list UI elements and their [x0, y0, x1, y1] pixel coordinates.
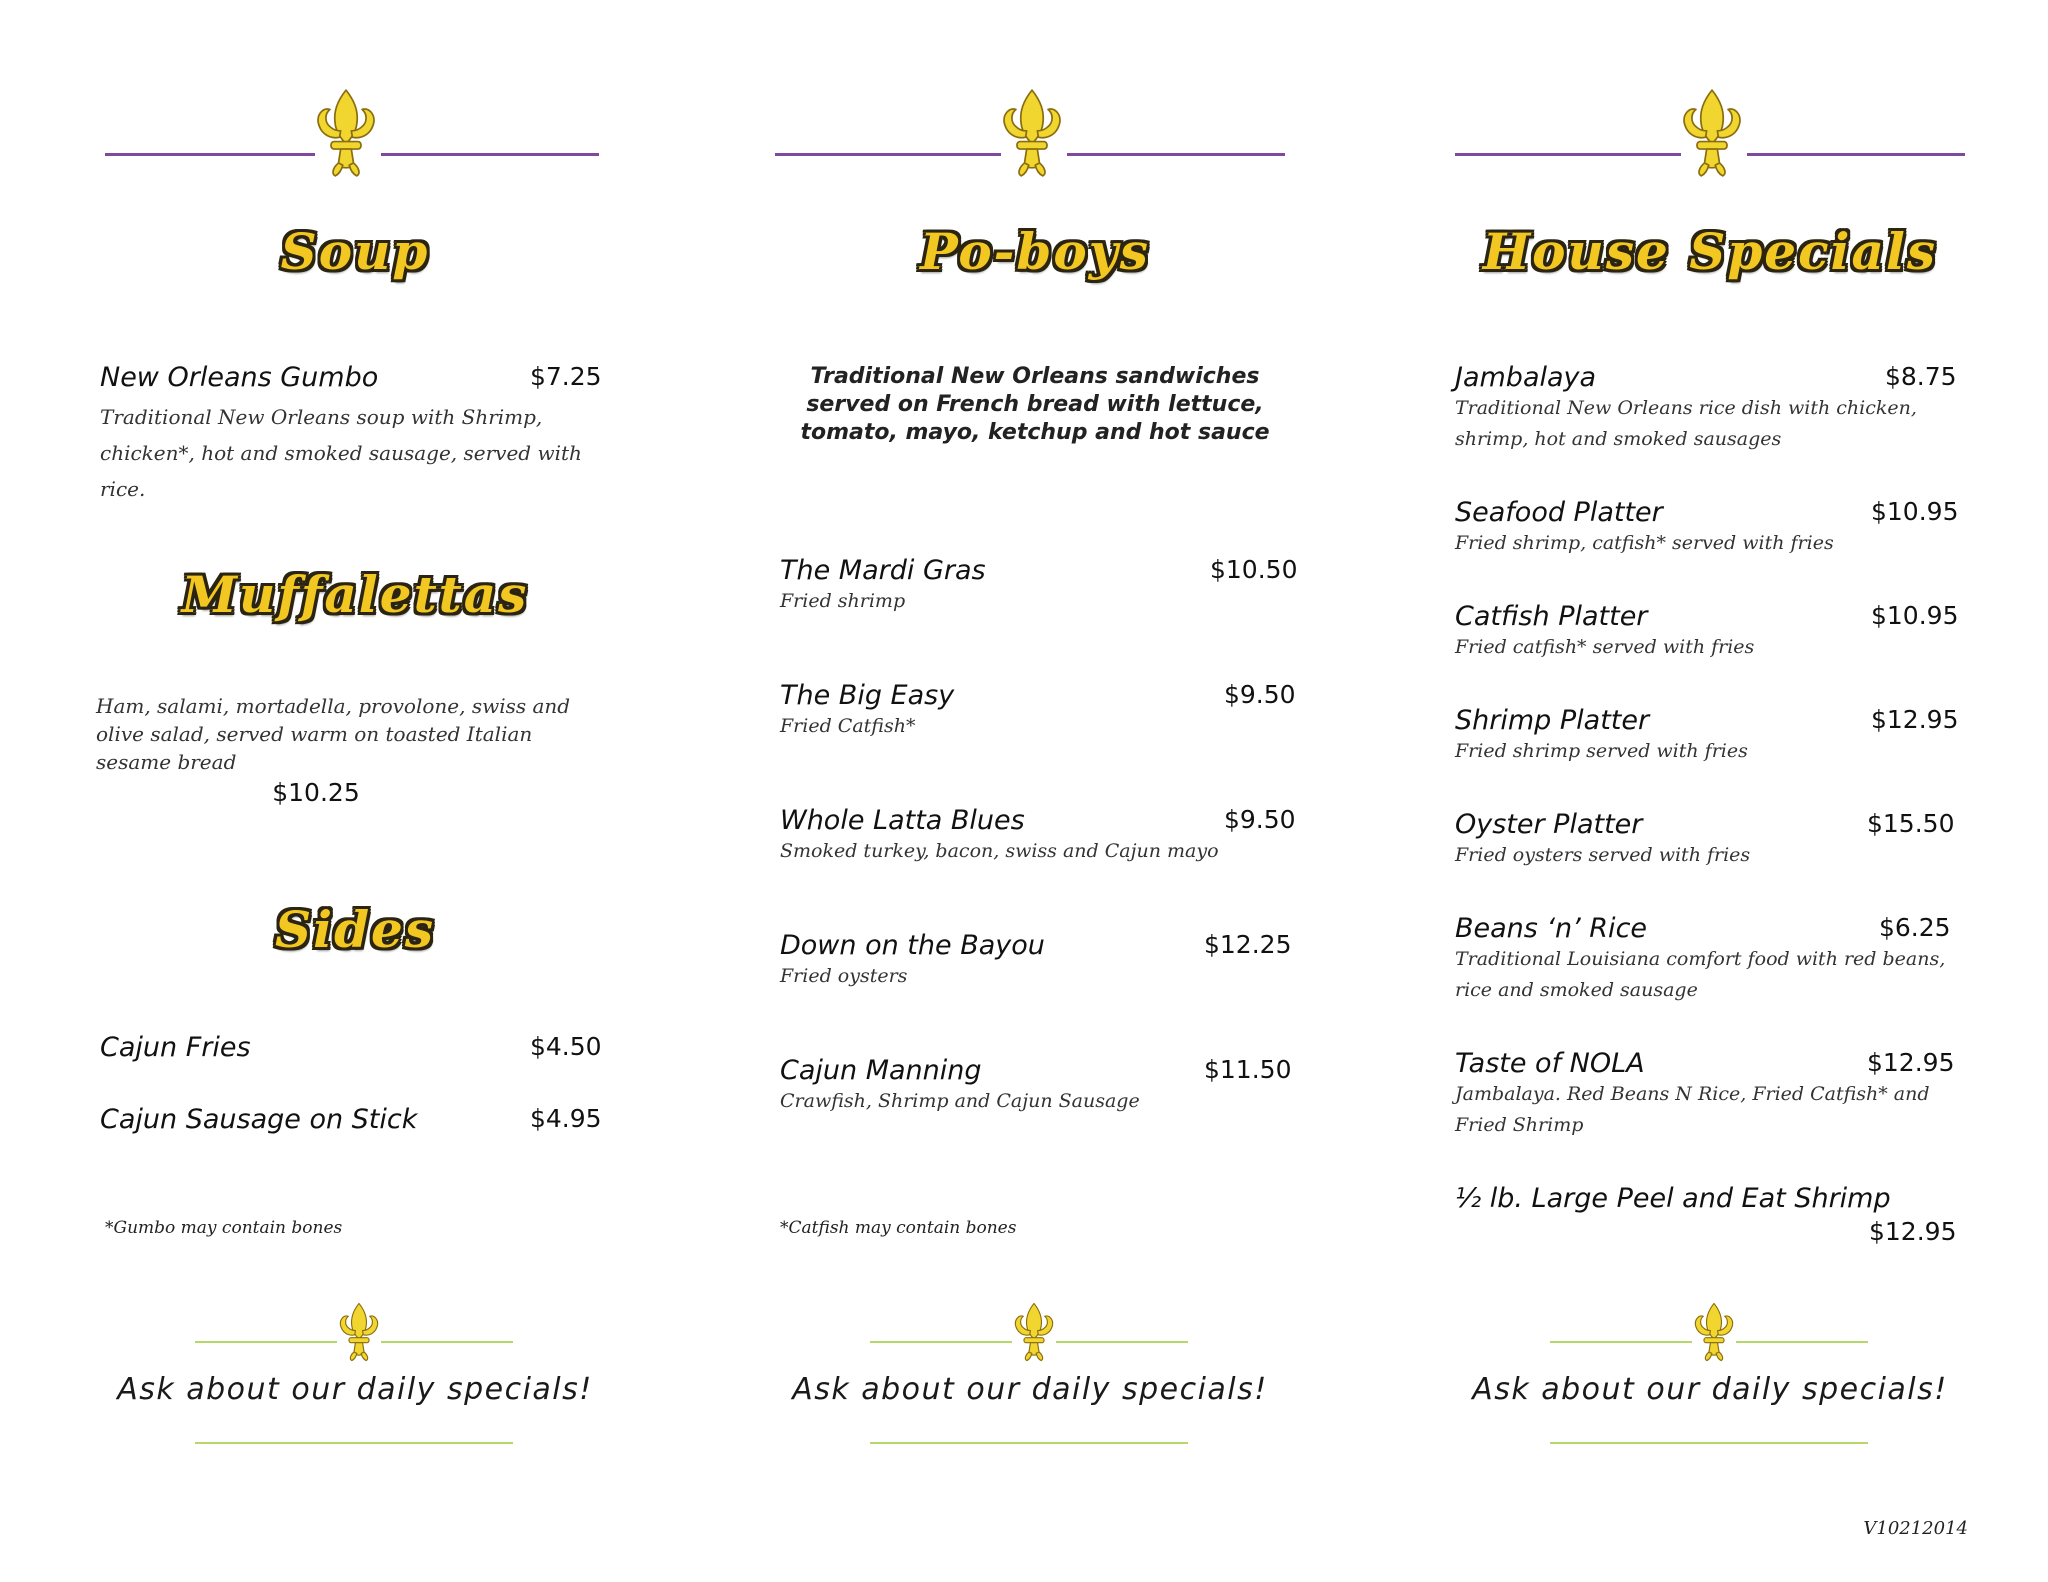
item-price: $10.50	[1210, 555, 1298, 584]
menu-column-middle	[770, 0, 1300, 1582]
item-description: Fried shrimp, catfish* served with fries	[1455, 532, 1834, 554]
item-description: Traditional New Orleans soup with Shrimp, chicken*, hot and smoked sausage, served with rice.	[100, 405, 582, 501]
item-price: $8.75	[1885, 362, 1957, 391]
divider-line	[870, 1442, 1188, 1444]
item-name: Cajun Manning	[780, 1055, 982, 1086]
menu-item	[1455, 1048, 1975, 1141]
item-description: Fried Catfish*	[780, 715, 916, 737]
item-price: $4.50	[530, 1032, 602, 1061]
item-price: $9.50	[1224, 805, 1296, 834]
menu-item	[1455, 601, 1975, 663]
menu-item	[1455, 913, 1975, 1006]
item-description: Traditional New Orleans rice dish with chicken, shrimp, hot and smoked sausages	[1455, 397, 1917, 450]
item-price: $12.25	[1204, 930, 1292, 959]
divider-line	[195, 1442, 513, 1444]
specials-message: Ask about our daily specials!	[792, 1372, 1268, 1407]
menu-item	[100, 1032, 610, 1063]
item-name: Beans ‘n’ Rice	[1455, 913, 1648, 944]
item-description: Fried oysters served with fries	[1455, 844, 1751, 866]
fleur-de-lis-icon	[1012, 1302, 1056, 1362]
specials-footer	[1450, 1302, 1970, 1462]
item-price: $10.25	[272, 778, 360, 807]
menu-item	[1455, 497, 1975, 559]
menu-column-right	[1450, 0, 1970, 1582]
item-description: Smoked turkey, bacon, swiss and Cajun mayo	[780, 840, 1219, 862]
divider-line	[1747, 153, 1965, 156]
item-description: Fried shrimp	[780, 590, 906, 612]
section-heading-house-specials: House Specials	[1482, 222, 1938, 281]
divider-line	[1550, 1341, 1692, 1343]
menu-item	[100, 362, 610, 507]
menu-item	[780, 930, 1310, 992]
section-heading-po-boys: Po-boys	[920, 222, 1150, 281]
menu-item	[1455, 362, 1975, 455]
fleur-de-lis-icon	[1692, 1302, 1736, 1362]
item-description: Crawfish, Shrimp and Cajun Sausage	[780, 1090, 1140, 1112]
specials-message: Ask about our daily specials!	[117, 1372, 593, 1407]
item-price: $10.95	[1871, 601, 1959, 630]
menu-item	[780, 555, 1310, 617]
divider-line	[870, 1341, 1012, 1343]
divider-line	[195, 1341, 337, 1343]
menu-item	[1455, 1183, 1975, 1246]
section-heading-soup: Soup	[280, 222, 430, 281]
item-price: $10.95	[1871, 497, 1959, 526]
menu-item	[100, 1104, 610, 1135]
divider-line	[1736, 1341, 1868, 1343]
item-price: $9.50	[1224, 680, 1296, 709]
item-name: Oyster Platter	[1455, 809, 1643, 840]
menu-item	[780, 805, 1310, 867]
item-name: Catfish Platter	[1455, 601, 1648, 632]
item-name: Seafood Platter	[1455, 497, 1663, 528]
fleur-de-lis-icon	[337, 1302, 381, 1362]
item-name: Shrimp Platter	[1455, 705, 1650, 736]
item-name: ½ lb. Large Peel and Eat Shrimp	[1455, 1183, 1891, 1214]
po-boys-intro: Traditional New Orleans sandwiches served on French bread with lettuce, tomato, mayo, ketchup and hot sauce	[800, 364, 1270, 445]
divider-line	[1455, 153, 1681, 156]
item-name: Cajun Fries	[100, 1032, 251, 1063]
specials-footer	[100, 1302, 610, 1462]
item-price: $7.25	[530, 362, 602, 391]
section-heading-muffalettas: Muffalettas	[181, 565, 529, 624]
item-price: $4.95	[530, 1104, 602, 1133]
menu-item	[1455, 809, 1975, 871]
fleur-de-lis-icon	[1679, 88, 1745, 178]
item-description: Fried oysters	[780, 965, 908, 987]
item-description: Fried shrimp served with fries	[1455, 740, 1748, 762]
item-price: $12.95	[1867, 1048, 1955, 1077]
specials-footer	[770, 1302, 1300, 1462]
item-name: Taste of NOLA	[1455, 1048, 1645, 1079]
header-ornament	[1450, 88, 1970, 188]
item-price: $15.50	[1867, 809, 1955, 838]
item-name: Down on the Bayou	[780, 930, 1045, 961]
item-name: Cajun Sausage on Stick	[100, 1104, 418, 1135]
footnote: *Catfish may contain bones	[780, 1218, 1017, 1238]
item-price: $12.95	[1871, 705, 1959, 734]
item-description: Traditional Louisiana comfort food with red beans, rice and smoked sausage	[1455, 948, 1946, 1001]
item-name: The Mardi Gras	[780, 555, 986, 586]
divider-line	[1056, 1341, 1188, 1343]
fleur-de-lis-icon	[313, 88, 379, 178]
menu-item	[780, 680, 1310, 742]
item-price: $6.25	[1879, 913, 1951, 942]
item-name: Jambalaya	[1455, 362, 1597, 393]
item-price: $12.95	[1869, 1217, 1957, 1246]
footnote: *Gumbo may contain bones	[105, 1218, 343, 1238]
header-ornament	[770, 88, 1300, 188]
item-name: New Orleans Gumbo	[100, 362, 379, 393]
item-description: Fried catfish* served with fries	[1455, 636, 1755, 658]
divider-line	[1067, 153, 1285, 156]
item-name: Whole Latta Blues	[780, 805, 1025, 836]
menu-item	[780, 1055, 1310, 1117]
menu-item	[1455, 705, 1975, 767]
section-heading-sides: Sides	[274, 900, 436, 959]
divider-line	[381, 153, 599, 156]
item-name: The Big Easy	[780, 680, 955, 711]
header-ornament	[100, 88, 610, 188]
muffaletta-description-block	[96, 692, 606, 807]
divider-line	[381, 1341, 513, 1343]
item-description: Ham, salami, mortadella, provolone, swiss and olive salad, served warm on toasted Italian sesame bread	[96, 694, 571, 774]
menu-column-left	[96, 0, 610, 1582]
specials-message: Ask about our daily specials!	[1472, 1372, 1948, 1407]
version-code: V10212014	[1863, 1518, 1968, 1539]
divider-line	[1550, 1442, 1868, 1444]
item-description: Jambalaya. Red Beans N Rice, Fried Catfish* and Fried Shrimp	[1455, 1083, 1930, 1136]
fleur-de-lis-icon	[999, 88, 1065, 178]
divider-line	[775, 153, 1001, 156]
item-price: $11.50	[1204, 1055, 1292, 1084]
divider-line	[105, 153, 315, 156]
